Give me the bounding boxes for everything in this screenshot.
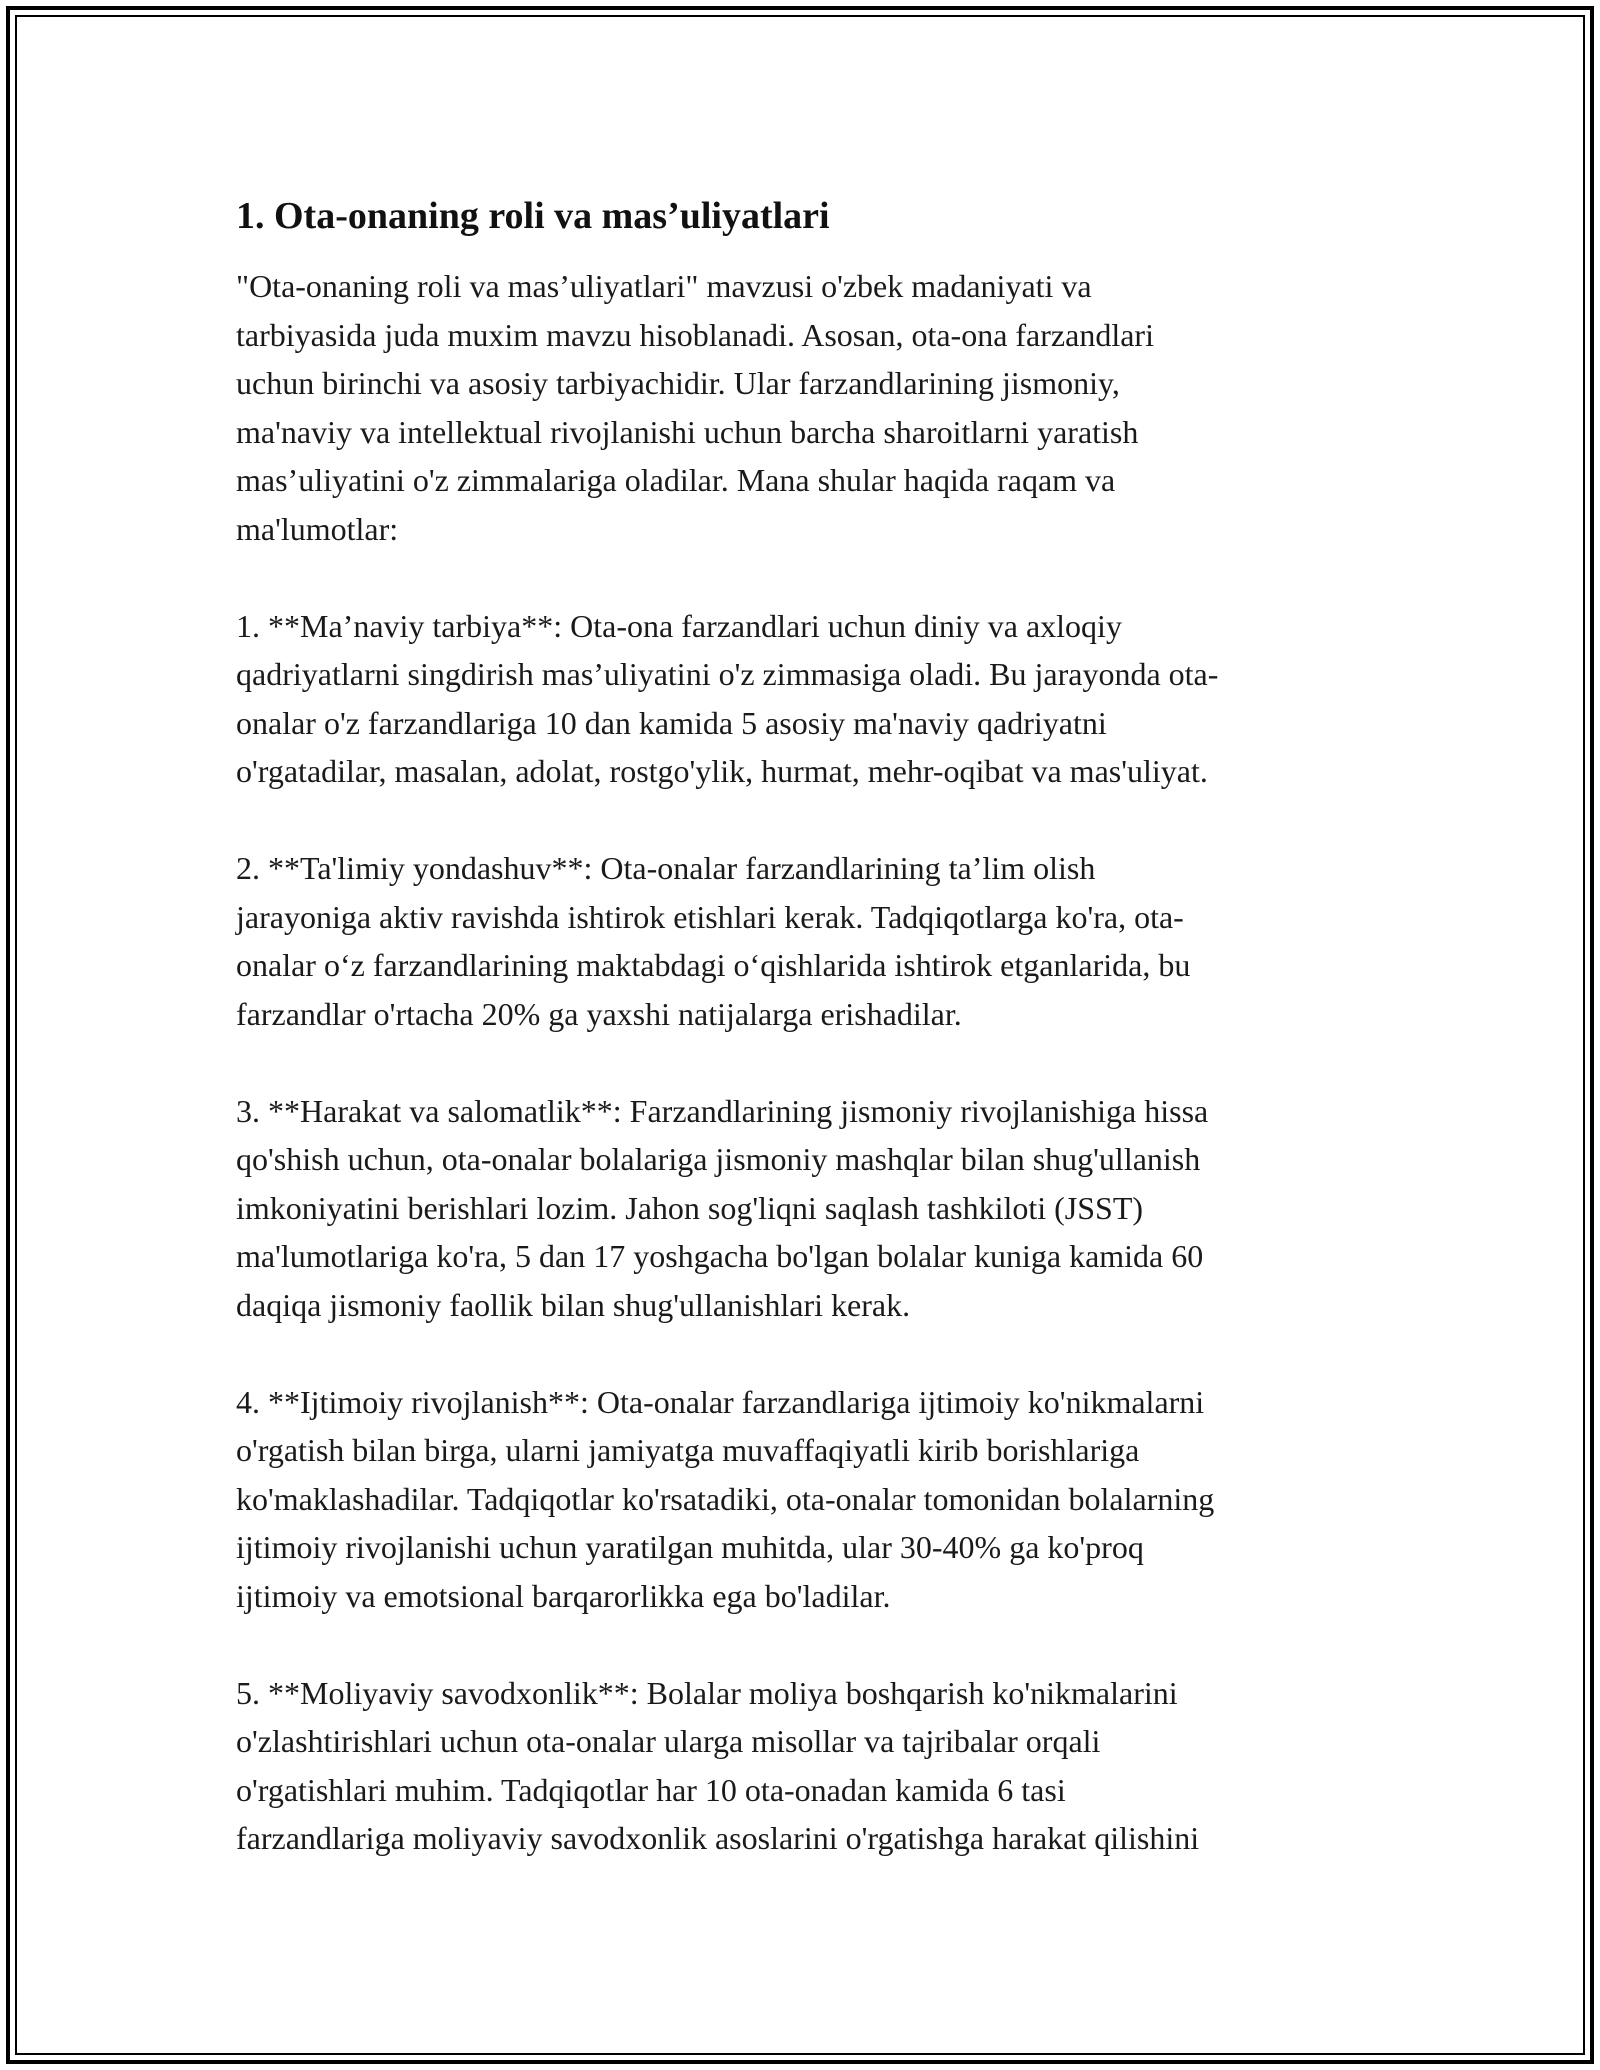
point-5-paragraph: 5. **Moliyaviy savodxonlik**: Bolalar moliya boshqarish ko'nikmalarini o'zlashtirishlari uchun ota-onalar ularga misollar va tajribalar orqali o'rgatishlari muhim. Tadqiqotlar har 10 ota-onadan kamida 6 tasi farzandlariga moliyaviy savodxonlik asoslarini o'rgatishga harakat qilishini — [236, 1674, 1200, 1856]
point-3-paragraph: 3. **Harakat va salomatlik**: Farzandlarining jismoniy rivojlanishiga hissa qo'shish uchun, ota-onalar bolalariga jismoniy mashqlar bilan shug'ullanish imkoniyatini berishlari lozim. Jahon sog'liqni saqlash tashkiloti (JSST) ma'lumotlariga ko'ra, 5 dan 17 yoshgacha bo'lgan bolalar kuniga kamida 60 daqiqa jismoniy faollik bilan shug'ullanishlari kerak. — [236, 1092, 1209, 1323]
point-2-paragraph: 2. **Ta'limiy yondashuv**: Ota-onalar farzandlarining ta’lim olish jarayoniga aktiv ravishda ishtirok etishlari kerak. Tadqiqotlarga ko'ra, ota- onalar o‘z farzandlarining maktabdagi o‘qishlarida ishtirok etganlarida, bu farzandlar o'rtacha 20% ga yaxshi natijalarga erishadilar. — [236, 850, 1191, 1032]
point-1-paragraph: 1. **Ma’naviy tarbiya**: Ota-ona farzandlari uchun diniy va axloqiy qadriyatlarni singdirish mas’uliyatini o'z zimmasiga oladi. Bu jarayonda ota- onalar o'z farzandlariga 10 dan kamida 5 asosiy ma'naviy qadriyatni o'rgatadilar, masalan, adolat, rostgo'ylik, hurmat, mehr-oqibat va mas'uliyat. — [236, 607, 1219, 789]
document-body — [236, 188, 1376, 1863]
intro-paragraph: "Ota-onaning roli va mas’uliyatlari" mavzusi o'zbek madaniyati va tarbiyasida juda muxim mavzu hisoblanadi. Asosan, ota-ona farzandlari uchun birinchi va asosiy tarbiyachidir. Ular farzandlarining jismoniy, ma'naviy va intellektual rivojlanishi uchun barcha sharoitlarni yaratish mas’uliyatini o'z zimmalariga oladilar. Mana shular haqida raqam va ma'lumotlar: — [236, 268, 1154, 547]
point-4-paragraph: 4. **Ijtimoiy rivojlanish**: Ota-onalar farzandlariga ijtimoiy ko'nikmalarni o'rgatish bilan birga, ularni jamiyatga muvaffaqiyatli kirib borishlariga ko'maklashadilar. Tadqiqotlar ko'rsatadiki, ota-onalar tomonidan bolalarning ijtimoiy rivojlanishi uchun yaratilgan muhitda, ular 30-40% ga ko'proq ijtimoiy va emotsional barqarorlikka ega bo'ladilar. — [236, 1383, 1215, 1614]
section-title: 1. Ota-onaning roli va mas’uliyatlari — [236, 195, 830, 237]
